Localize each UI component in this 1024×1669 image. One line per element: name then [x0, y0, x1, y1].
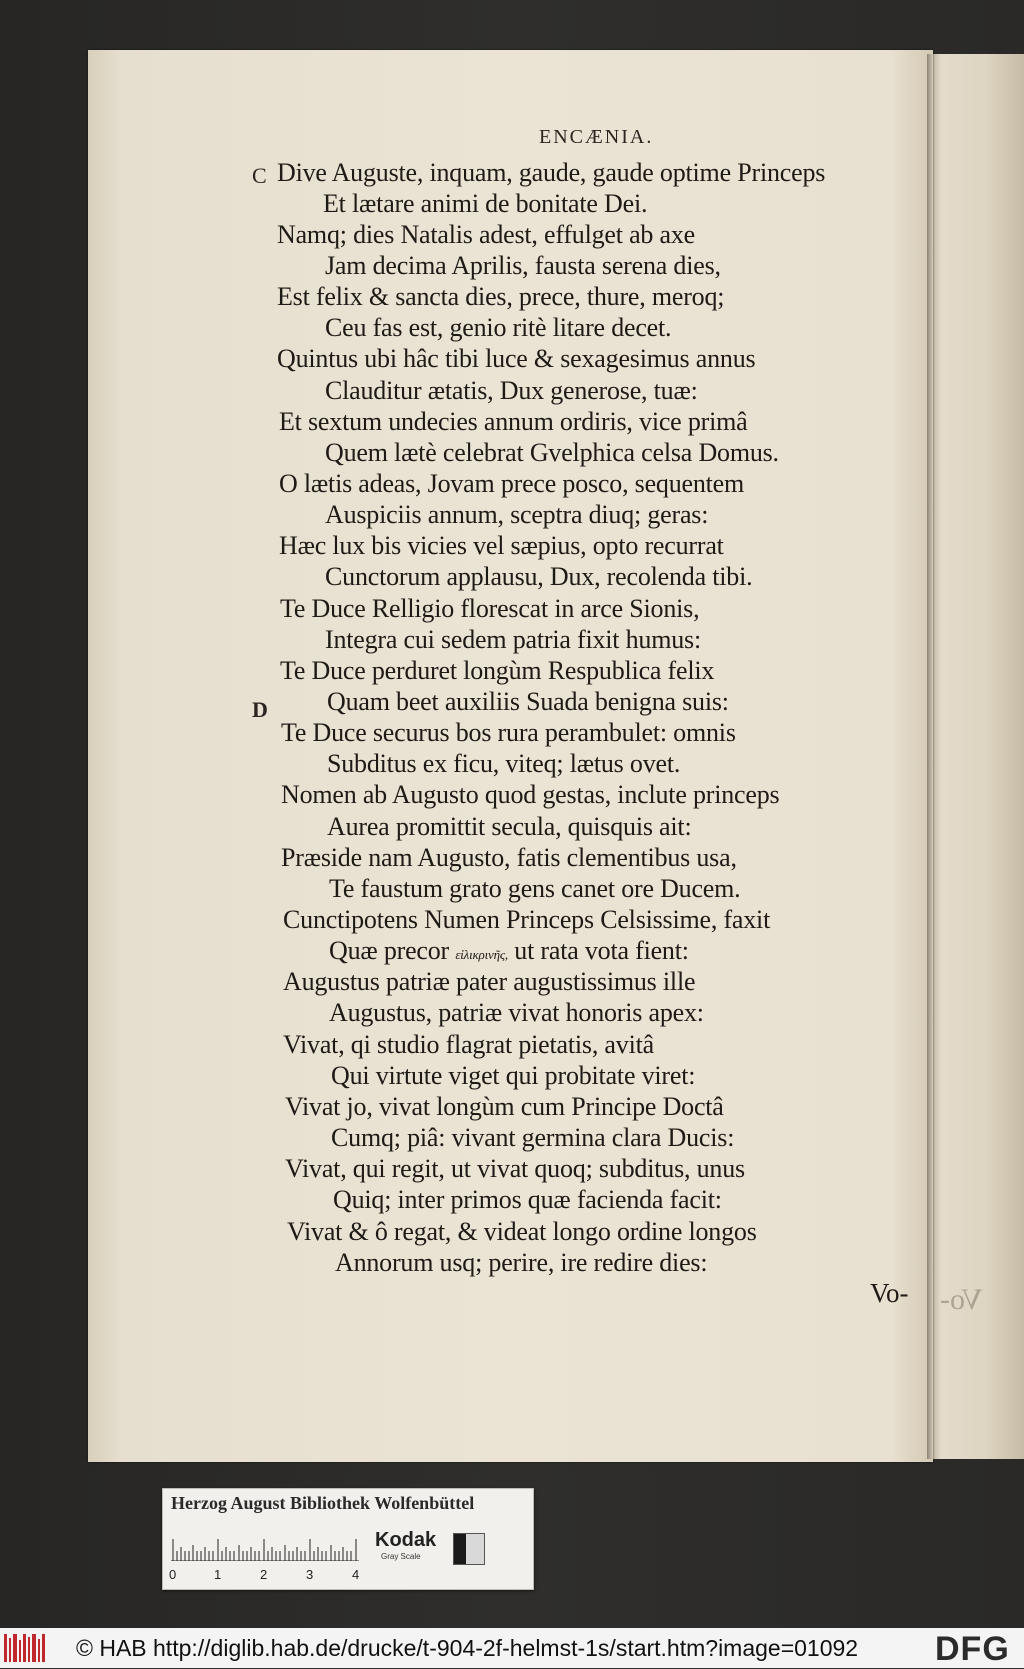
poem-line: Auspiciis annum, sceptra diuq; geras:: [325, 500, 709, 529]
poem-line: Qui virtute viget qui probitate viret:: [331, 1061, 696, 1090]
ruler-number: 2: [260, 1567, 268, 1582]
poem-line: Quiq; inter primos quæ facienda facit:: [333, 1185, 722, 1214]
poem-line: Hæc lux bis vicies vel sæpius, opto recurrat: [279, 531, 724, 560]
poem-line: Vivat & ô regat, & videat longo ordine longos: [287, 1217, 757, 1246]
poem-line: Cunctorum applausu, Dux, recolenda tibi.: [325, 562, 753, 591]
signature-mark-c: C: [252, 163, 267, 188]
poem-line: Cunctipotens Numen Princeps Celsissime, faxit: [283, 905, 771, 934]
bleed-through-catchword: Vo-: [940, 1283, 983, 1316]
next-page-edge: [930, 54, 1024, 1459]
poem-line: Ceu fas est, genio ritè litare decet.: [325, 313, 672, 342]
catchword: Vo-: [870, 1278, 909, 1308]
ruler-scale: [171, 1531, 359, 1561]
poem-line: Vivat, qui regit, ut vivat quoq; subditus, unus: [285, 1154, 745, 1183]
poem-line: Quem lætè celebrat Gvelphica celsa Domus.: [325, 438, 779, 467]
poem-line: Annorum usq; perire, ire redire dies:: [335, 1248, 708, 1277]
gray-swatch: [453, 1533, 485, 1565]
ruler-numbers: [169, 1567, 369, 1583]
kodak-logo: Kodak: [375, 1529, 437, 1551]
poem-line: Et sextum undecies annum ordiris, vice primâ: [279, 407, 748, 436]
greek-word: εἰλικρινῆς,: [455, 947, 508, 962]
footer-bar: [0, 1628, 1024, 1668]
poem-line: O lætis adeas, Jovam prece posco, sequentem: [279, 469, 745, 498]
source-url: © HAB http://diglib.hab.de/drucke/t-904-2f-helmst-1s/start.htm?image=01092: [76, 1635, 859, 1661]
ruler-number: 1: [214, 1567, 222, 1582]
ruler-number: 3: [306, 1567, 314, 1582]
library-color-label: [162, 1488, 534, 1590]
ruler-number: 4: [352, 1567, 360, 1582]
poem-line: Te Duce securus bos rura perambulet: omnis: [281, 718, 736, 747]
poem-line: Te Duce perduret longùm Respublica felix: [280, 656, 715, 685]
poem-line: Nomen ab Augusto quod gestas, inclute princeps: [281, 780, 780, 809]
poem-line: Augustus, patriæ vivat honoris apex:: [329, 998, 704, 1027]
poem-line: Dive Auguste, inquam, gaude, gaude optime Princeps: [277, 158, 826, 187]
poem-line: Augustus patriæ pater augustissimus ille: [283, 967, 696, 996]
poem-line: Cumq; piâ: vivant germina clara Ducis:: [331, 1123, 735, 1152]
signature-mark-d: D: [252, 697, 268, 722]
poem-line: Te Duce Relligio florescat in arce Sionis,: [280, 594, 700, 623]
poem-line: Clauditur ætatis, Dux generose, tuæ:: [325, 376, 698, 405]
library-name: Herzog August Bibliothek Wolfenbüttel: [171, 1493, 475, 1513]
poem-line: Jam decima Aprilis, fausta serena dies,: [325, 251, 721, 280]
poem-line-with-greek: [329, 936, 689, 966]
poem-line: Et lætare animi de bonitate Dei.: [323, 189, 648, 218]
poem-line: Quintus ubi hâc tibi luce & sexagesimus annus: [277, 344, 756, 373]
poem-line-head: Quæ precor: [329, 936, 450, 965]
ruler-number: 0: [169, 1567, 177, 1582]
poem-line: Aurea promittit secula, quisquis ait:: [327, 812, 692, 841]
poem-line: Te faustum grato gens canet ore Ducem.: [329, 874, 741, 903]
poem-line-tail: ut rata vota fient:: [514, 936, 689, 965]
dfg-logo: DFG: [935, 1630, 1010, 1668]
poem-line: Vivat, qi studio flagrat pietatis, avitâ: [283, 1030, 654, 1059]
barcode-icon: [4, 1632, 48, 1664]
page-header: ENCÆNIA.: [539, 126, 654, 148]
poem-line: Est felix & sancta dies, prece, thure, meroq;: [277, 282, 725, 311]
page-fold-shadow: [927, 54, 933, 1459]
gray-scale-label: Gray Scale: [381, 1552, 421, 1561]
poem-line: Subditus ex ficu, viteq; lætus ovet.: [327, 749, 681, 778]
poem-line: Præside nam Augusto, fatis clementibus usa,: [281, 843, 737, 872]
poem-line: Namq; dies Natalis adest, effulget ab axe: [277, 220, 696, 249]
poem-line: Quam beet auxiliis Suada benigna suis:: [327, 687, 729, 716]
poem-line: Integra cui sedem patria fixit humus:: [325, 625, 701, 654]
poem-line: Vivat jo, vivat longùm cum Principe Doctâ: [285, 1092, 724, 1121]
